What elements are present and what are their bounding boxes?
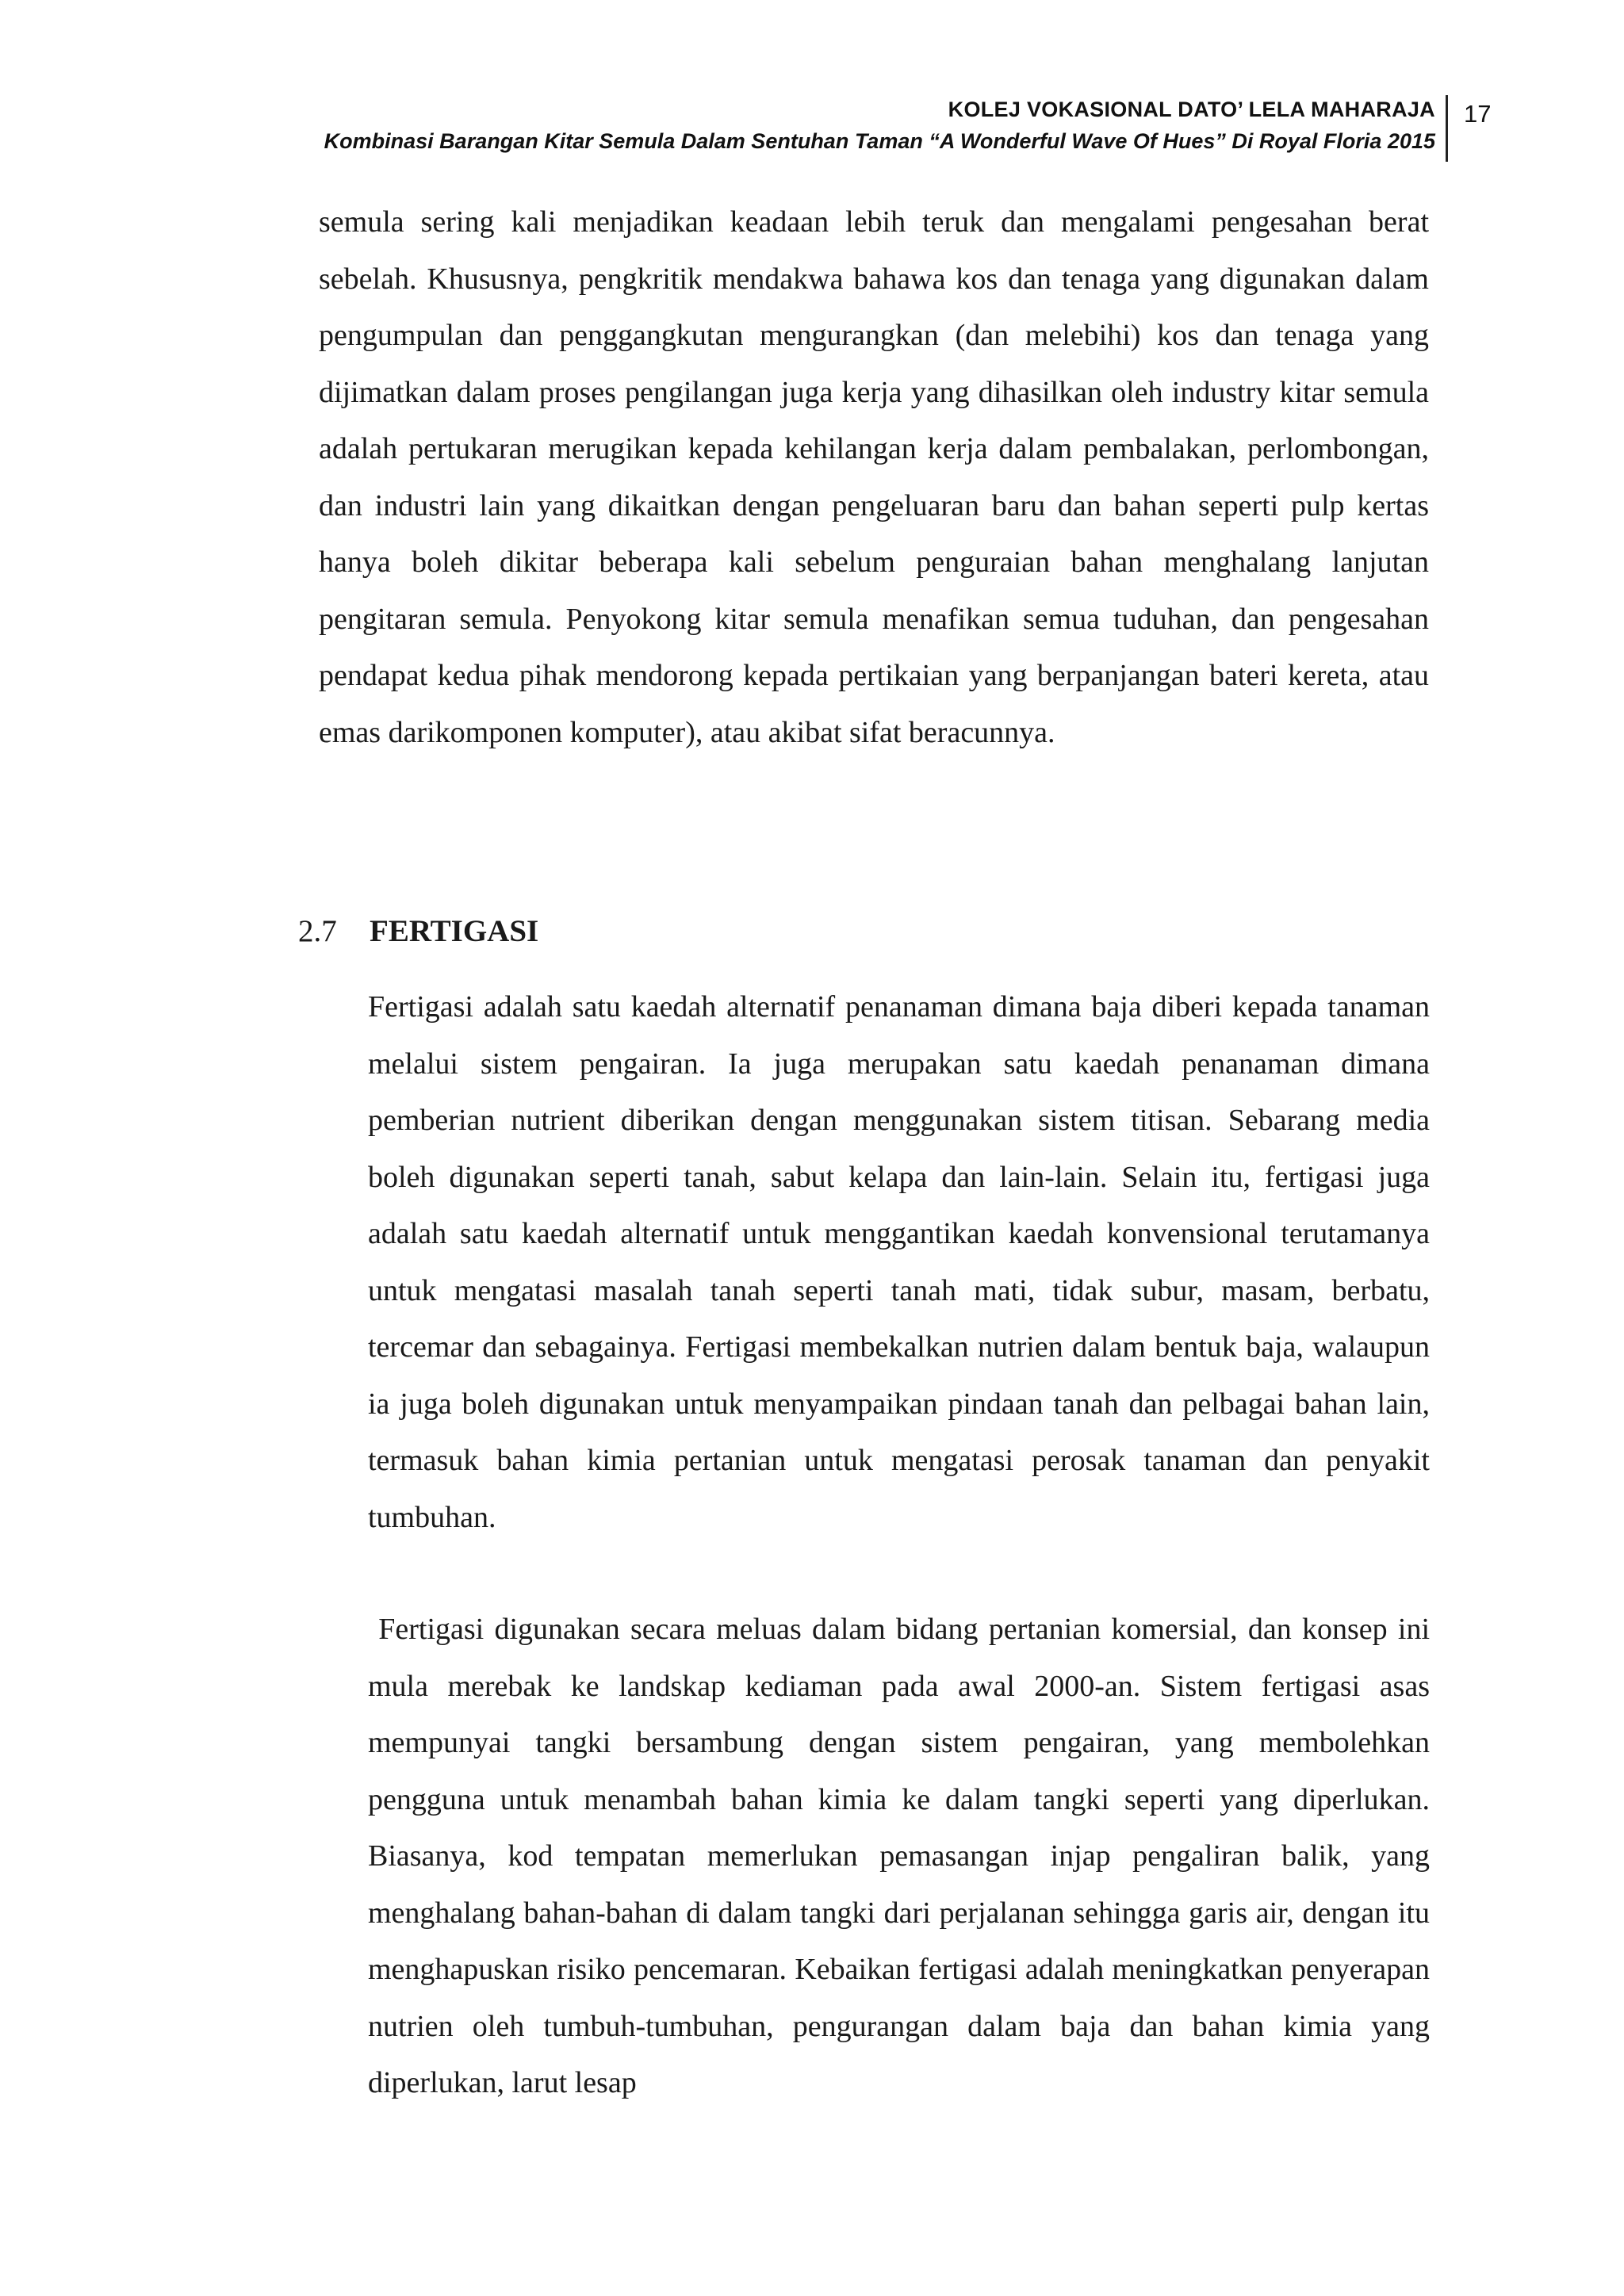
page-number: 17 [1464,100,1492,128]
header-document-title: Kombinasi Barangan Kitar Semula Dalam Sentuhan Taman “A Wonderful Wave Of Hues” Di Royal Floria 2015 [324,129,1435,153]
header-institution: KOLEJ VOKASIONAL DATO’ LELA MAHARAJA [948,98,1435,121]
section-title: FERTIGASI [370,914,539,948]
section-heading [298,904,538,959]
fertigasi-paragraph-2: Fertigasi digunakan secara meluas dalam bidang pertanian komersial, dan konsep ini mula merebak ke landskap kediaman pada awal 2000-an. Sistem fertigasi asas mempunyai tangki bersambung dengan sistem pengairan, yang membolehkan pengguna untuk menambah bahan kimia ke dalam tangki seperti yang diperlukan. Biasanya, kod tempatan memerlukan pemasangan injap pengaliran balik, yang menghalang bahan-bahan di dalam tangki dari perjalanan sehingga garis air, dengan itu menghapuskan risiko pencemaran. Kebaikan fertigasi adalah meningkatkan penyerapan nutrien oleh tumbuh-tumbuhan, pengurangan dalam baja dan bahan kimia yang diperlukan, larut lesap [368,1613,1430,2099]
header-divider [1446,95,1448,162]
section-number: 2.7 [298,914,337,948]
intro-paragraph: semula sering kali menjadikan keadaan lebih teruk dan mengalami pengesahan berat sebelah. Khususnya, pengkritik mendakwa bahawa kos dan tenaga yang digunakan dalam pengumpulan dan penggangkutan mengurangkan (dan melebihi) kos dan tenaga yang dijimatkan dalam proses pengilangan juga kerja yang dihasilkan oleh industry kitar semula adalah pertukaran merugikan kepada kehilangan kerja dalam pembalakan, perlombongan, dan industri lain yang dikaitkan dengan pengeluaran baru dan bahan seperti pulp kertas hanya boleh dikitar beberapa kali sebelum penguraian bahan menghalang lanjutan pengitaran semula. Penyokong kitar semula menafikan semua tuduhan, dan pengesahan pendapat kedua pihak mendorong kepada pertikaian yang berpanjangan bateri kereta, atau emas darikomponen komputer), atau akibat sifat beracunnya. [319,205,1429,749]
fertigasi-paragraph-1: Fertigasi adalah satu kaedah alternatif penanaman dimana baja diberi kepada tanaman melalui sistem pengairan. Ia juga merupakan satu kaedah penanaman dimana pemberian nutrient diberikan dengan menggunakan sistem titisan. Sebarang media boleh digunakan seperti tanah, sabut kelapa dan lain-lain. Selain itu, fertigasi juga adalah satu kaedah alternatif untuk menggantikan kaedah konvensional terutamanya untuk mengatasi masalah tanah seperti tanah mati, tidak subur, masam, berbatu, tercemar dan sebagainya. Fertigasi membekalkan nutrien dalam bentuk baja, walaupun ia juga boleh digunakan untuk menyampaikan pindaan tanah dan pelbagai bahan lain, termasuk bahan kimia pertanian untuk mengatasi perosak tanaman dan penyakit tumbuhan. [368,990,1430,1534]
page-header [143,94,1435,157]
